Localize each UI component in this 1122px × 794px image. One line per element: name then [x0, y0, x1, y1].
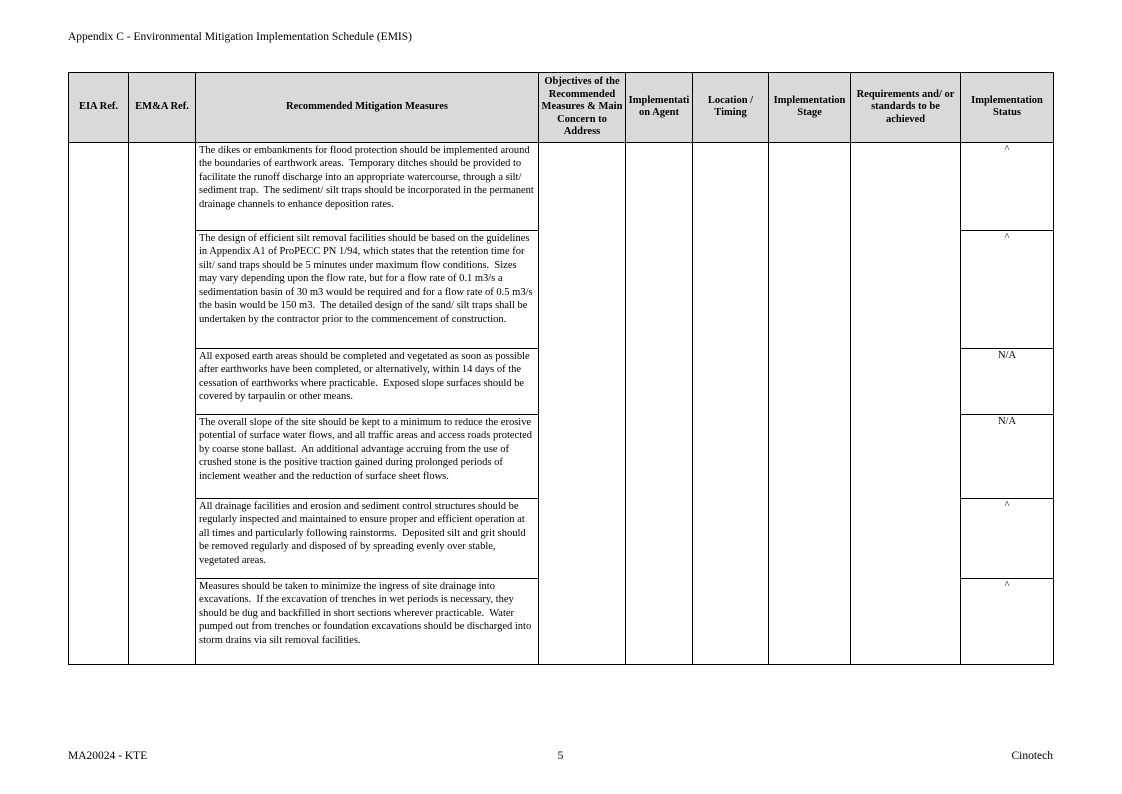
- column-header-requirements: Requirements and/ or standards to be achieved: [851, 73, 961, 143]
- status-cell: ^: [961, 230, 1054, 348]
- measure-cell: Measures should be taken to minimize the ingress of site drainage into excavations. If the excavation of trenches in wet periods is necessary, they should be dug and backfilled in short sections wherever practicable. Water pumped out from trenches or foundation excavations should be discharged into storm drains via silt removal facilities.: [196, 578, 539, 664]
- column-header-eia-ref: EIA Ref.: [69, 73, 129, 143]
- table-row: [69, 142, 1054, 230]
- column-header-agent: Implementation Agent: [626, 73, 693, 143]
- objectives-cell: [539, 142, 626, 664]
- status-cell: N/A: [961, 348, 1054, 414]
- status-cell: ^: [961, 498, 1054, 578]
- measure-cell: All exposed earth areas should be completed and vegetated as soon as possible after earthworks have been completed, or alternatively, within 14 days of the cessation of earthworks where practicable. Exposed slope surfaces should be covered by tarpaulin or other means.: [196, 348, 539, 414]
- emis-table: [68, 72, 1054, 665]
- status-cell: ^: [961, 142, 1054, 230]
- location-cell: [693, 142, 769, 664]
- status-cell: N/A: [961, 414, 1054, 498]
- status-cell: ^: [961, 578, 1054, 664]
- eia-ref-cell: [69, 142, 129, 664]
- measure-cell: All drainage facilities and erosion and sediment control structures should be regularly inspected and maintained to ensure proper and efficient operation at all times and particularly following rainstorms. Deposited silt and grit should be removed regularly and disposed of by spreading evenly over stable, vegetated areas.: [196, 498, 539, 578]
- column-header-ema-ref: EM&A Ref.: [129, 73, 196, 143]
- requirements-cell: [851, 142, 961, 664]
- page-title: Appendix C - Environmental Mitigation Implementation Schedule (EMIS): [68, 31, 412, 43]
- column-header-status: Implementation Status: [961, 73, 1054, 143]
- page-footer: [68, 750, 1053, 762]
- ema-ref-cell: [129, 142, 196, 664]
- column-header-measures: Recommended Mitigation Measures: [196, 73, 539, 143]
- footer-project-ref: MA20024 - KTE: [68, 750, 148, 762]
- agent-cell: [626, 142, 693, 664]
- measure-cell: The dikes or embankments for flood protection should be implemented around the boundaries of earthwork areas. Temporary ditches should be provided to facilitate the runoff discharge into an appropriate watercourse, through a silt/ sediment trap. The sediment/ silt traps should be incorporated in the permanent drainage channels to enhance deposition rates.: [196, 142, 539, 230]
- footer-company: Cinotech: [1011, 750, 1053, 762]
- footer-page-number: 5: [557, 750, 564, 762]
- column-header-objectives: Objectives of the Recommended Measures & Main Concern to Address: [539, 73, 626, 143]
- header-row: [69, 73, 1054, 143]
- stage-cell: [769, 142, 851, 664]
- measure-cell: The overall slope of the site should be kept to a minimum to reduce the erosive potential of surface water flows, and all traffic areas and access roads protected by coarse stone ballast. An additional advantage accruing from the use of crushed stone is the positive traction gained during prolonged periods of inclement weather and the reduction of surface sheet flows.: [196, 414, 539, 498]
- measure-cell: The design of efficient silt removal facilities should be based on the guidelines in Appendix A1 of ProPECC PN 1/94, which states that the retention time for silt/ sand traps should be 5 minutes under maximum flow conditions. Sizes may vary depending upon the flow rate, but for a flow rate of 0.1 m3/s a sedimentation basin of 30 m3 would be required and for a flow rate of 0.5 m3/s the basin would be 150 m3. The detailed design of the sand/ silt traps shall be undertaken by the contractor prior to the commencement of construction.: [196, 230, 539, 348]
- column-header-stage: Implementation Stage: [769, 73, 851, 143]
- column-header-location: Location / Timing: [693, 73, 769, 143]
